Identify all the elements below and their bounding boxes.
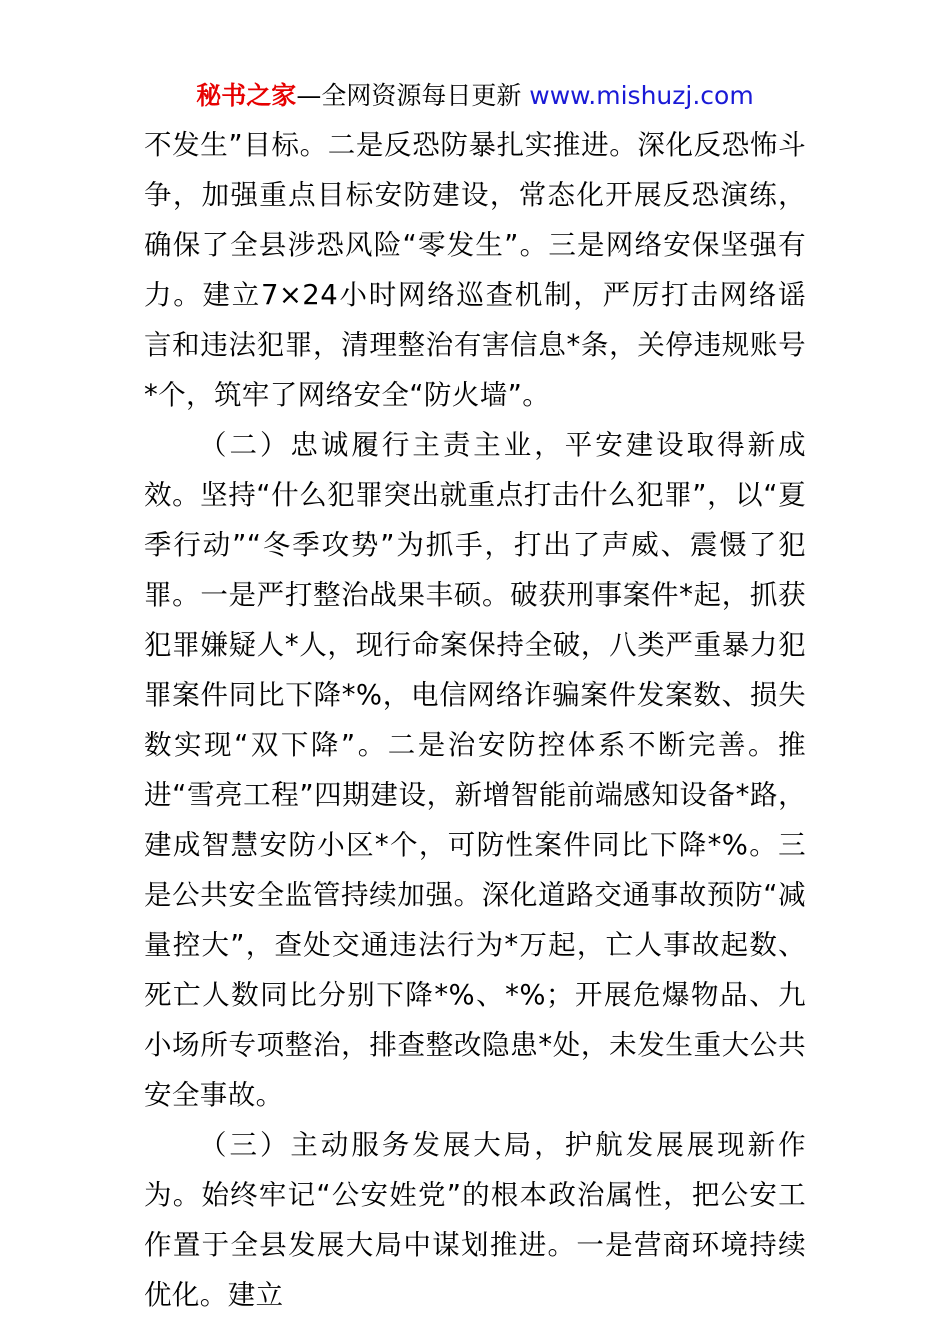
paragraph-section-2: （二）忠诚履行主责主业，平安建设取得新成效。坚持“什么犯罪突出就重点打击什么犯罪”，以“夏季行动”“冬季攻势”为抓手，打出了声威、震慑了犯罪。一是严打整治战果丰硕。破获刑事案件*起，抓获犯罪嫌疑人*人，现行命案保持全破，八类严重暴力犯罪案件同比下降*%，电信网络诈骗案件发案数、损失数实现“双下降”。二是治安防控体系不断完善。推进“雪亮工程”四期建设，新增智能前端感知设备*路，建成智慧安防小区*个，可防性案件同比下降*%。三是公共安全监管持续加强。深化道路交通事故预防“减量控大”，查处交通违法行为*万起，亡人事故起数、死亡人数同比分别下降*%、*%；开展危爆物品、九小场所专项整治，排查整改隐患*处，未发生重大公共安全事故。 <box>144 429 806 1111</box>
paragraph-section-3: （三）主动服务发展大局，护航发展展现新作为。始终牢记“公安姓党”的根本政治属性，把公安工作置于全县发展大局中谋划推进。一是营商环境持续优化。建立 <box>144 1129 806 1311</box>
site-tagline: —全网资源每日更新 <box>296 81 530 110</box>
site-brand: 秘书之家 <box>196 81 297 110</box>
paragraph-continuation: 不发生”目标。二是反恐防暴扎实推进。深化反恐怖斗争，加强重点目标安防建设，常态化开展反恐演练，确保了全县涉恐风险“零发生”。三是网络安保坚强有力。建立7×24小时网络巡查机制，严厉打击网络谣言和违法犯罪，清理整治有害信息*条，关停违规账号*个，筑牢了网络安全“防火墙”。 <box>144 129 806 411</box>
site-url-link[interactable]: www.mishuzj.com <box>529 81 754 110</box>
site-header <box>0 80 950 112</box>
document-body <box>144 120 806 1320</box>
